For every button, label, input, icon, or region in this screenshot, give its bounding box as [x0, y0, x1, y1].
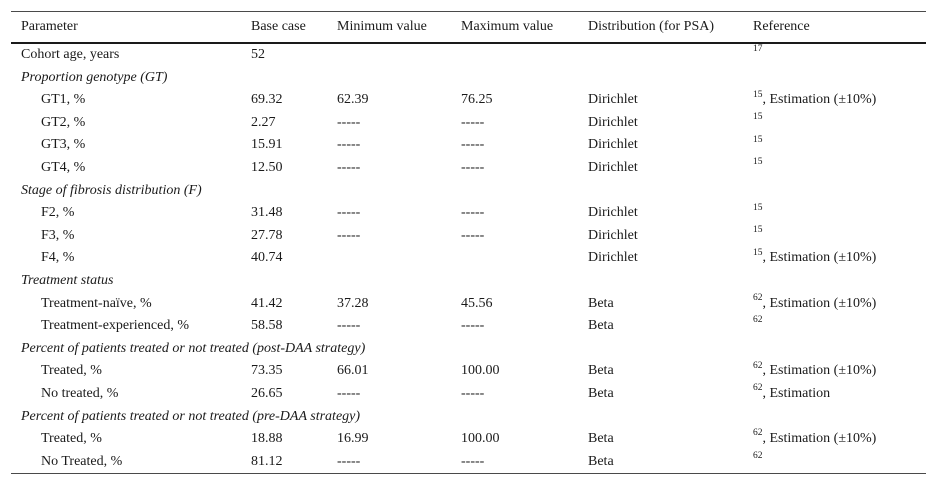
reference-number: 15 — [753, 157, 763, 168]
reference-number: 15 — [753, 225, 763, 236]
minimum-value-cell: 66.01 — [337, 363, 369, 379]
base-case-cell: 27.78 — [251, 227, 283, 243]
table-row — [11, 293, 926, 316]
parameter-cell: GT2, % — [41, 114, 86, 130]
minimum-value-cell: ----- — [337, 385, 361, 401]
table-bottom-rule — [11, 473, 926, 474]
reference-number: 15 — [753, 247, 763, 258]
section-row — [11, 67, 926, 90]
minimum-value-cell: ----- — [337, 137, 361, 153]
base-case-cell: 41.42 — [251, 295, 283, 311]
parameter-cell: GT3, % — [41, 137, 86, 153]
parameter-cell: No Treated, % — [41, 453, 123, 469]
distribution-cell: Beta — [588, 385, 614, 401]
table-row — [11, 44, 926, 67]
maximum-value-cell: 100.00 — [461, 363, 500, 379]
distribution-cell: Dirichlet — [588, 114, 638, 130]
base-case-cell: 81.12 — [251, 453, 283, 469]
maximum-value-cell: ----- — [461, 205, 485, 221]
reference-cell — [753, 157, 763, 180]
parameter-cell: F4, % — [41, 250, 75, 266]
parameter-cell: F3, % — [41, 227, 75, 243]
distribution-cell: Dirichlet — [588, 205, 638, 221]
maximum-value-cell: ----- — [461, 318, 485, 334]
reference-cell — [753, 360, 876, 383]
distribution-cell: Dirichlet — [588, 250, 638, 266]
maximum-value-cell: ----- — [461, 159, 485, 175]
distribution-cell: Dirichlet — [588, 137, 638, 153]
base-case-cell: 18.88 — [251, 431, 283, 447]
base-case-cell: 26.65 — [251, 385, 283, 401]
section-label: Percent of patients treated or not treated (post-DAA strategy) — [21, 340, 366, 356]
parameter-cell: F2, % — [41, 205, 75, 221]
table-row — [11, 383, 926, 406]
distribution-cell: Dirichlet — [588, 227, 638, 243]
maximum-value-cell: 100.00 — [461, 431, 500, 447]
base-case-cell: 69.32 — [251, 92, 283, 108]
reference-note: , Estimation (±10%) — [762, 363, 877, 379]
reference-number: 62 — [753, 428, 763, 439]
section-label: Stage of fibrosis distribution (F) — [21, 182, 202, 198]
reference-cell — [753, 383, 830, 406]
reference-note: , Estimation — [762, 385, 831, 401]
table-row — [11, 112, 926, 135]
parameter-cell: Treatment-naïve, % — [41, 295, 152, 311]
reference-cell — [753, 247, 876, 270]
table-row — [11, 247, 926, 270]
parameters-table — [11, 11, 926, 474]
reference-cell — [753, 202, 763, 225]
base-case-cell: 31.48 — [251, 205, 283, 221]
distribution-cell: Beta — [588, 318, 614, 334]
base-case-cell: 73.35 — [251, 363, 283, 379]
reference-number: 17 — [753, 44, 763, 55]
table-row — [11, 157, 926, 180]
parameter-cell: No treated, % — [41, 385, 119, 401]
table-row — [11, 360, 926, 383]
base-case-cell: 15.91 — [251, 137, 283, 153]
reference-number: 62 — [753, 451, 763, 462]
reference-cell — [753, 225, 763, 248]
section-row — [11, 180, 926, 203]
base-case-cell: 58.58 — [251, 318, 283, 334]
header-base-case: Base case — [251, 19, 306, 34]
minimum-value-cell: ----- — [337, 227, 361, 243]
reference-cell — [753, 315, 763, 338]
parameter-cell: Treated, % — [41, 363, 102, 379]
reference-cell — [753, 112, 763, 135]
reference-note: , Estimation (±10%) — [762, 250, 877, 266]
reference-cell — [753, 428, 876, 451]
parameter-cell: Treatment-experienced, % — [41, 318, 189, 334]
maximum-value-cell: ----- — [461, 453, 485, 469]
base-case-cell: 40.74 — [251, 250, 283, 266]
maximum-value-cell: ----- — [461, 227, 485, 243]
minimum-value-cell: 62.39 — [337, 92, 369, 108]
reference-note: , Estimation (±10%) — [762, 295, 877, 311]
reference-number: 62 — [753, 383, 763, 394]
table-row — [11, 451, 926, 474]
minimum-value-cell: ----- — [337, 205, 361, 221]
section-row — [11, 270, 926, 293]
reference-note: , Estimation (±10%) — [762, 431, 877, 447]
reference-cell — [753, 293, 876, 316]
distribution-cell: Beta — [588, 295, 614, 311]
header-distribution: Distribution (for PSA) — [588, 19, 714, 34]
reference-number: 15 — [753, 202, 763, 213]
table-row — [11, 89, 926, 112]
table-row — [11, 428, 926, 451]
table-body — [11, 44, 926, 473]
reference-number: 15 — [753, 134, 763, 145]
distribution-cell: Beta — [588, 453, 614, 469]
maximum-value-cell: ----- — [461, 385, 485, 401]
section-row — [11, 406, 926, 429]
header-parameter: Parameter — [21, 19, 78, 34]
minimum-value-cell: 37.28 — [337, 295, 369, 311]
maximum-value-cell: ----- — [461, 137, 485, 153]
table-row — [11, 202, 926, 225]
reference-number: 62 — [753, 360, 763, 371]
minimum-value-cell: ----- — [337, 159, 361, 175]
table-row — [11, 134, 926, 157]
header-reference: Reference — [753, 19, 810, 34]
reference-number: 15 — [753, 112, 763, 123]
parameter-cell: GT1, % — [41, 92, 86, 108]
table-header-row — [11, 12, 926, 42]
table-row — [11, 315, 926, 338]
section-label: Proportion genotype (GT) — [21, 69, 168, 85]
maximum-value-cell: ----- — [461, 114, 485, 130]
reference-cell — [753, 89, 876, 112]
reference-cell — [753, 44, 763, 67]
maximum-value-cell: 45.56 — [461, 295, 493, 311]
distribution-cell: Dirichlet — [588, 92, 638, 108]
minimum-value-cell: 16.99 — [337, 431, 369, 447]
parameter-cell: Treated, % — [41, 431, 102, 447]
reference-number: 15 — [753, 89, 763, 100]
parameter-cell: Cohort age, years — [21, 47, 120, 62]
maximum-value-cell: 76.25 — [461, 92, 493, 108]
section-label: Percent of patients treated or not treated (pre-DAA strategy) — [21, 408, 361, 424]
distribution-cell: Dirichlet — [588, 159, 638, 175]
minimum-value-cell: ----- — [337, 453, 361, 469]
base-case-cell: 52 — [251, 47, 265, 62]
minimum-value-cell: ----- — [337, 318, 361, 334]
section-row — [11, 338, 926, 361]
table-row — [11, 225, 926, 248]
distribution-cell: Beta — [588, 431, 614, 447]
minimum-value-cell: ----- — [337, 114, 361, 130]
header-maximum-value: Maximum value — [461, 19, 554, 34]
parameter-cell: GT4, % — [41, 159, 86, 175]
section-label: Treatment status — [21, 272, 114, 288]
reference-number: 62 — [753, 315, 763, 326]
header-minimum-value: Minimum value — [337, 19, 427, 34]
distribution-cell: Beta — [588, 363, 614, 379]
reference-note: , Estimation (±10%) — [762, 92, 877, 108]
reference-number: 62 — [753, 292, 763, 303]
reference-cell — [753, 451, 763, 474]
reference-cell — [753, 134, 763, 157]
base-case-cell: 12.50 — [251, 159, 283, 175]
base-case-cell: 2.27 — [251, 114, 276, 130]
